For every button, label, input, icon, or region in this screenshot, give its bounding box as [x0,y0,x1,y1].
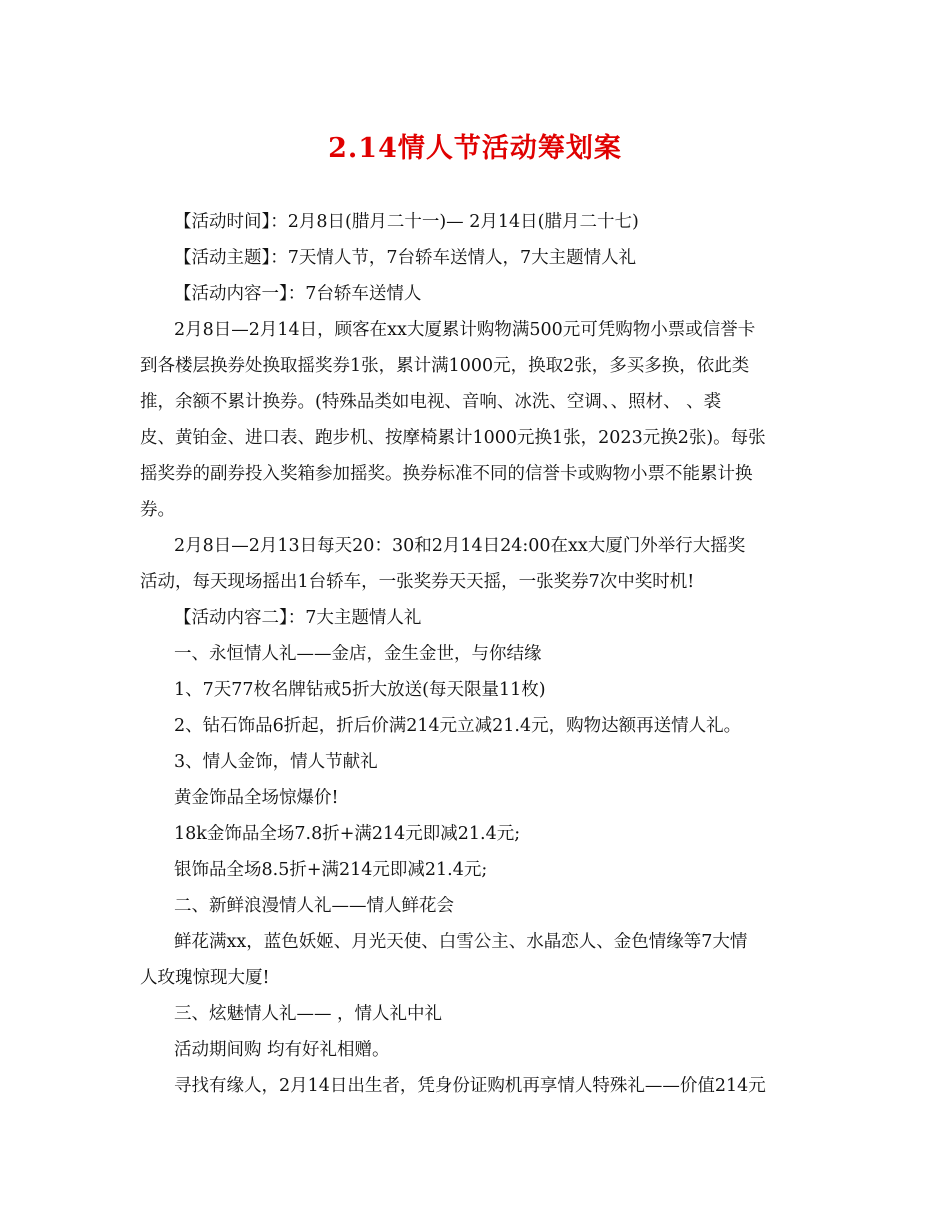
paragraph-line: 三、炫魅情人礼—— ，情人礼中礼 [174,1004,443,1024]
paragraph-line: 寻找有缘人，2月14日出生者，凭身份证购机再享情人特殊礼——价值214元 [174,1076,766,1096]
document-body [140,204,812,1104]
paragraph-line: 【活动内容一】：7台轿车送情人 [174,284,422,304]
paragraph-line: 【活动主题】：7天情人节，7台轿车送情人，7大主题情人礼 [174,248,637,268]
document-title: 2.14情人节活动筹划案 [328,133,622,164]
paragraph-line: 1、7天77枚名牌钻戒5折大放送(每天限量11枚) [174,680,546,700]
paragraph-line: 活动期间购 均有好礼相赠。 [174,1040,390,1060]
paragraph-line: 银饰品全场8.5折+满214元即减21.4元; [174,860,488,880]
paragraph-line: 【活动内容二】：7大主题情人礼 [174,608,422,628]
paragraph-line: 18k金饰品全场7.8折+满214元即减21.4元; [174,824,521,844]
paragraph-line: 皮、黄铂金、进口表、跑步机、按摩椅累计1000元换1张，2023元换2张)。每张 [140,428,766,448]
paragraph-line: 活动，每天现场摇出1台轿车，一张奖券天天摇，一张奖券7次中奖时机! [140,572,695,592]
paragraph-line: 鲜花满xx，蓝色妖姬、月光天使、白雪公主、水晶恋人、金色情缘等7大情 [174,932,748,952]
paragraph-line: 2月8日—2月13日每天20：30和2月14日24:00在xx大厦门外举行大摇奖 [174,536,746,556]
paragraph-line: 【活动时间】：2月8日(腊月二十一)— 2月14日(腊月二十七) [174,212,639,232]
paragraph-line: 2月8日—2月14日，顾客在xx大厦累计购物满500元可凭购物小票或信誉卡 [174,320,756,340]
paragraph-line: 一、永恒情人礼——金店，金生金世，与你结缘 [174,644,542,664]
paragraph-line: 黄金饰品全场惊爆价! [174,788,339,808]
paragraph-line: 人玫瑰惊现大厦! [140,968,270,988]
paragraph-line: 2、钻石饰品6折起，折后价满214元立减21.4元，购物达额再送情人礼。 [174,716,742,736]
paragraph-line: 券。 [140,500,175,520]
paragraph-line: 到各楼层换券处换取摇奖券1张，累计满1000元，换取2张，多买多换，依此类 [140,356,750,376]
paragraph-line: 二、新鲜浪漫情人礼——情人鲜花会 [174,896,454,916]
paragraph-line: 3、情人金饰，情人节献礼 [174,752,378,772]
paragraph-line: 推，余额不累计换券。(特殊品类如电视、音响、冰洗、空调、、照材、 、裘 [140,392,722,412]
paragraph-line: 摇奖券的副券投入奖箱参加摇奖。换券标准不同的信誉卡或购物小票不能累计换 [140,464,753,484]
